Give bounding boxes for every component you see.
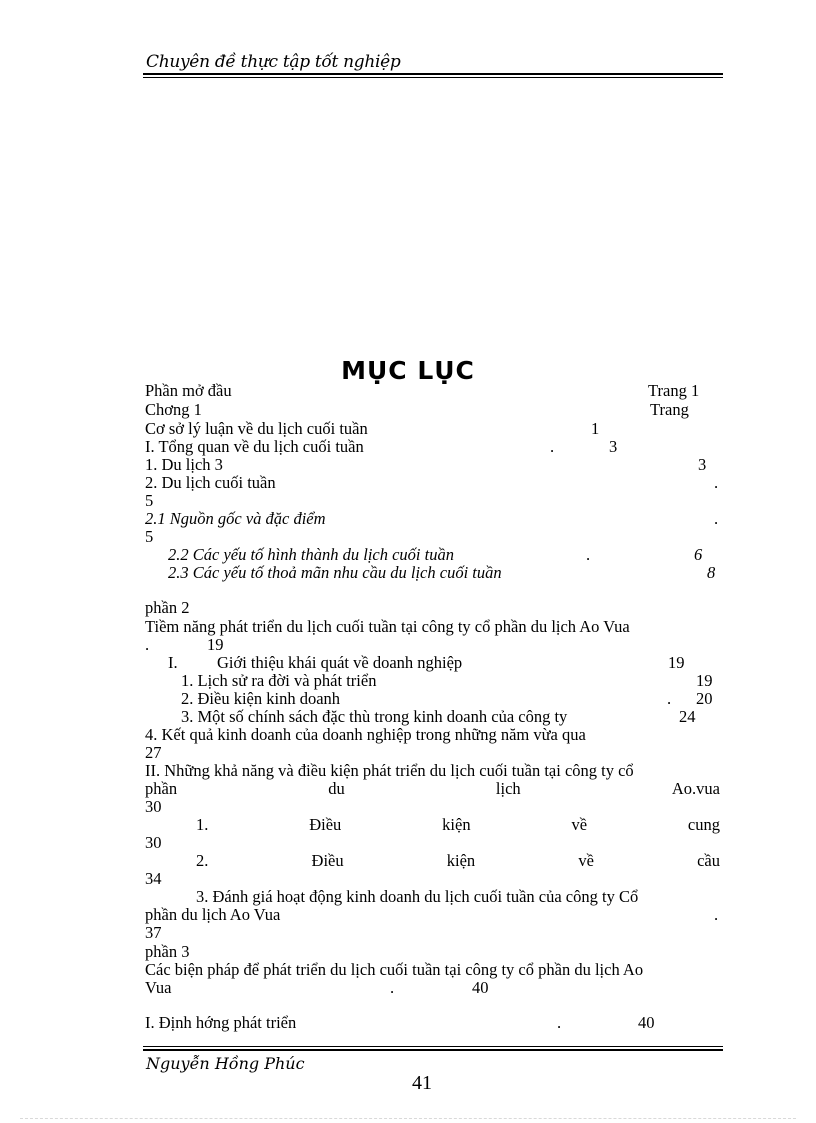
toc-line-26-w4: về [578, 851, 594, 870]
header-rule-thick [143, 73, 723, 75]
toc-part-3-label: phần 3 [145, 942, 190, 961]
toc-line-6-dot: . [714, 473, 719, 492]
toc-line-8-dot: . [714, 509, 719, 528]
toc-line-5-page: 3 [698, 455, 707, 474]
toc-line-33-dot: . [390, 978, 395, 997]
page-bottom-border [20, 1118, 796, 1119]
toc-line-34-text: I. Định hớng phát triển [145, 1013, 297, 1032]
toc-line-16-page: 19 [696, 671, 713, 690]
toc-line-3-text: Cơ sở lý luận về du lịch cuối tuần [145, 419, 368, 438]
toc-line-27-page: 34 [145, 869, 162, 888]
toc-line-20-page: 27 [145, 743, 162, 762]
toc-line-1-page: Trang 1 [648, 381, 700, 400]
toc-line-6-text: 2. Du lịch cuối tuần [145, 473, 276, 492]
toc-line-34-dot: . [557, 1013, 562, 1032]
toc-line-34-page: 40 [638, 1013, 655, 1032]
toc-line-15-page: 19 [668, 653, 685, 672]
toc-line-33-text: Vua [145, 978, 172, 997]
footer-rule-thin [143, 1046, 723, 1047]
toc-line-21-text: II. Những khả năng và điều kiện phát triển du lịch cuối tuần tại công ty cổ [145, 761, 634, 780]
toc-line-2-page: Trang [650, 400, 689, 419]
toc-line-7-page: 5 [145, 491, 154, 510]
toc-line-26 [196, 852, 720, 870]
toc-line-26-w3: kiện [446, 851, 476, 870]
toc-line-18-text: 3. Một số chính sách đặc thù trong kinh doanh của công ty [181, 707, 568, 726]
toc-line-4-dot: . [550, 437, 555, 456]
toc-line-25-page: 30 [145, 833, 162, 852]
footer-rule-thick [143, 1049, 723, 1051]
toc-line-1-text: Phần mở đầu [145, 381, 232, 400]
toc-part-2-title: Tiềm năng phát triển du lịch cuối tuần tại công ty cổ phần du lịch Ao Vua [145, 617, 630, 636]
toc-line-29-dot: . [714, 905, 719, 924]
toc-line-17-page: 20 [696, 689, 713, 708]
toc-line-9-page: 5 [145, 527, 154, 546]
toc-line-3-page: 1 [591, 419, 600, 438]
toc-line-17-text: 2. Điều kiện kinh doanh [181, 689, 341, 708]
toc-line-17-dot: . [667, 689, 672, 708]
toc-line-30-page: 37 [145, 923, 162, 942]
header-rule-thin [143, 77, 723, 78]
toc-line-10-text: 2.2 Các yếu tố hình thành du lịch cuối tuần [168, 545, 454, 564]
toc-line-24-w3: kiện [442, 815, 471, 834]
toc-line-22 [145, 780, 720, 798]
toc-line-22-w2: du [328, 779, 345, 798]
toc-line-23-page: 30 [145, 797, 162, 816]
page-number: 41 [412, 1072, 432, 1094]
footer-author-name: Nguyễn Hồng Phúc [146, 1054, 305, 1073]
toc-part-3-title: Các biện pháp để phát triển du lịch cuối tuần tại công ty cổ phần du lịch Ao [145, 960, 644, 979]
toc-line-26-w5: cầu [697, 851, 720, 870]
toc-line-18-page: 24 [679, 707, 696, 726]
running-header-title: Chuyên đề thực tập tốt nghiệp [146, 52, 401, 72]
toc-line-16-text: 1. Lịch sử ra đời và phát triển [181, 671, 377, 690]
toc-line-19-text: 4. Kết quả kinh doanh của doanh nghiệp trong những năm vừa qua [145, 725, 586, 744]
toc-line-22-w1: phần [145, 779, 178, 798]
toc-line-4-text: I. Tổng quan về du lịch cuối tuần [145, 437, 364, 456]
toc-line-24-w5: cung [687, 815, 720, 834]
toc-line-24-w2: Điều [309, 815, 342, 834]
toc-line-5-text: 1. Du lịch 3 [145, 455, 223, 474]
document-title: MỤC LỤC [341, 356, 475, 385]
toc-line-2-text: Chơng 1 [145, 400, 202, 419]
toc-line-8-text: 2.1 Nguồn gốc và đặc điểm [145, 509, 326, 528]
toc-line-11-page: 8 [707, 563, 716, 582]
toc-part-2-label: phần 2 [145, 598, 190, 617]
toc-line-26-w1: 2. [196, 851, 209, 870]
toc-line-14-dot: . [145, 635, 150, 654]
toc-line-11-text: 2.3 Các yếu tố thoả mãn nhu cầu du lịch cuối tuần [168, 563, 502, 582]
toc-line-22-w3: lịch [495, 779, 521, 798]
toc-line-22-w4: Ao.vua [671, 779, 720, 798]
toc-line-33-page: 40 [472, 978, 489, 997]
toc-line-15-num: I. [168, 653, 178, 672]
toc-line-10-dot: . [586, 545, 591, 564]
toc-line-15-text: Giới thiệu khái quát về doanh nghiệp [217, 653, 463, 672]
toc-line-4-page: 3 [609, 437, 618, 456]
toc-line-29-text: phần du lịch Ao Vua [145, 905, 281, 924]
toc-line-24 [196, 816, 720, 834]
toc-line-24-w4: về [571, 815, 588, 834]
toc-line-26-w2: Điều [311, 851, 344, 870]
toc-line-10-page: 6 [694, 545, 703, 564]
toc-line-14-page: 19 [207, 635, 224, 654]
toc-line-24-w1: 1. [196, 815, 209, 834]
toc-line-28-text: 3. Đánh giá hoạt động kinh doanh du lịch cuối tuần của công ty Cổ [196, 887, 639, 906]
